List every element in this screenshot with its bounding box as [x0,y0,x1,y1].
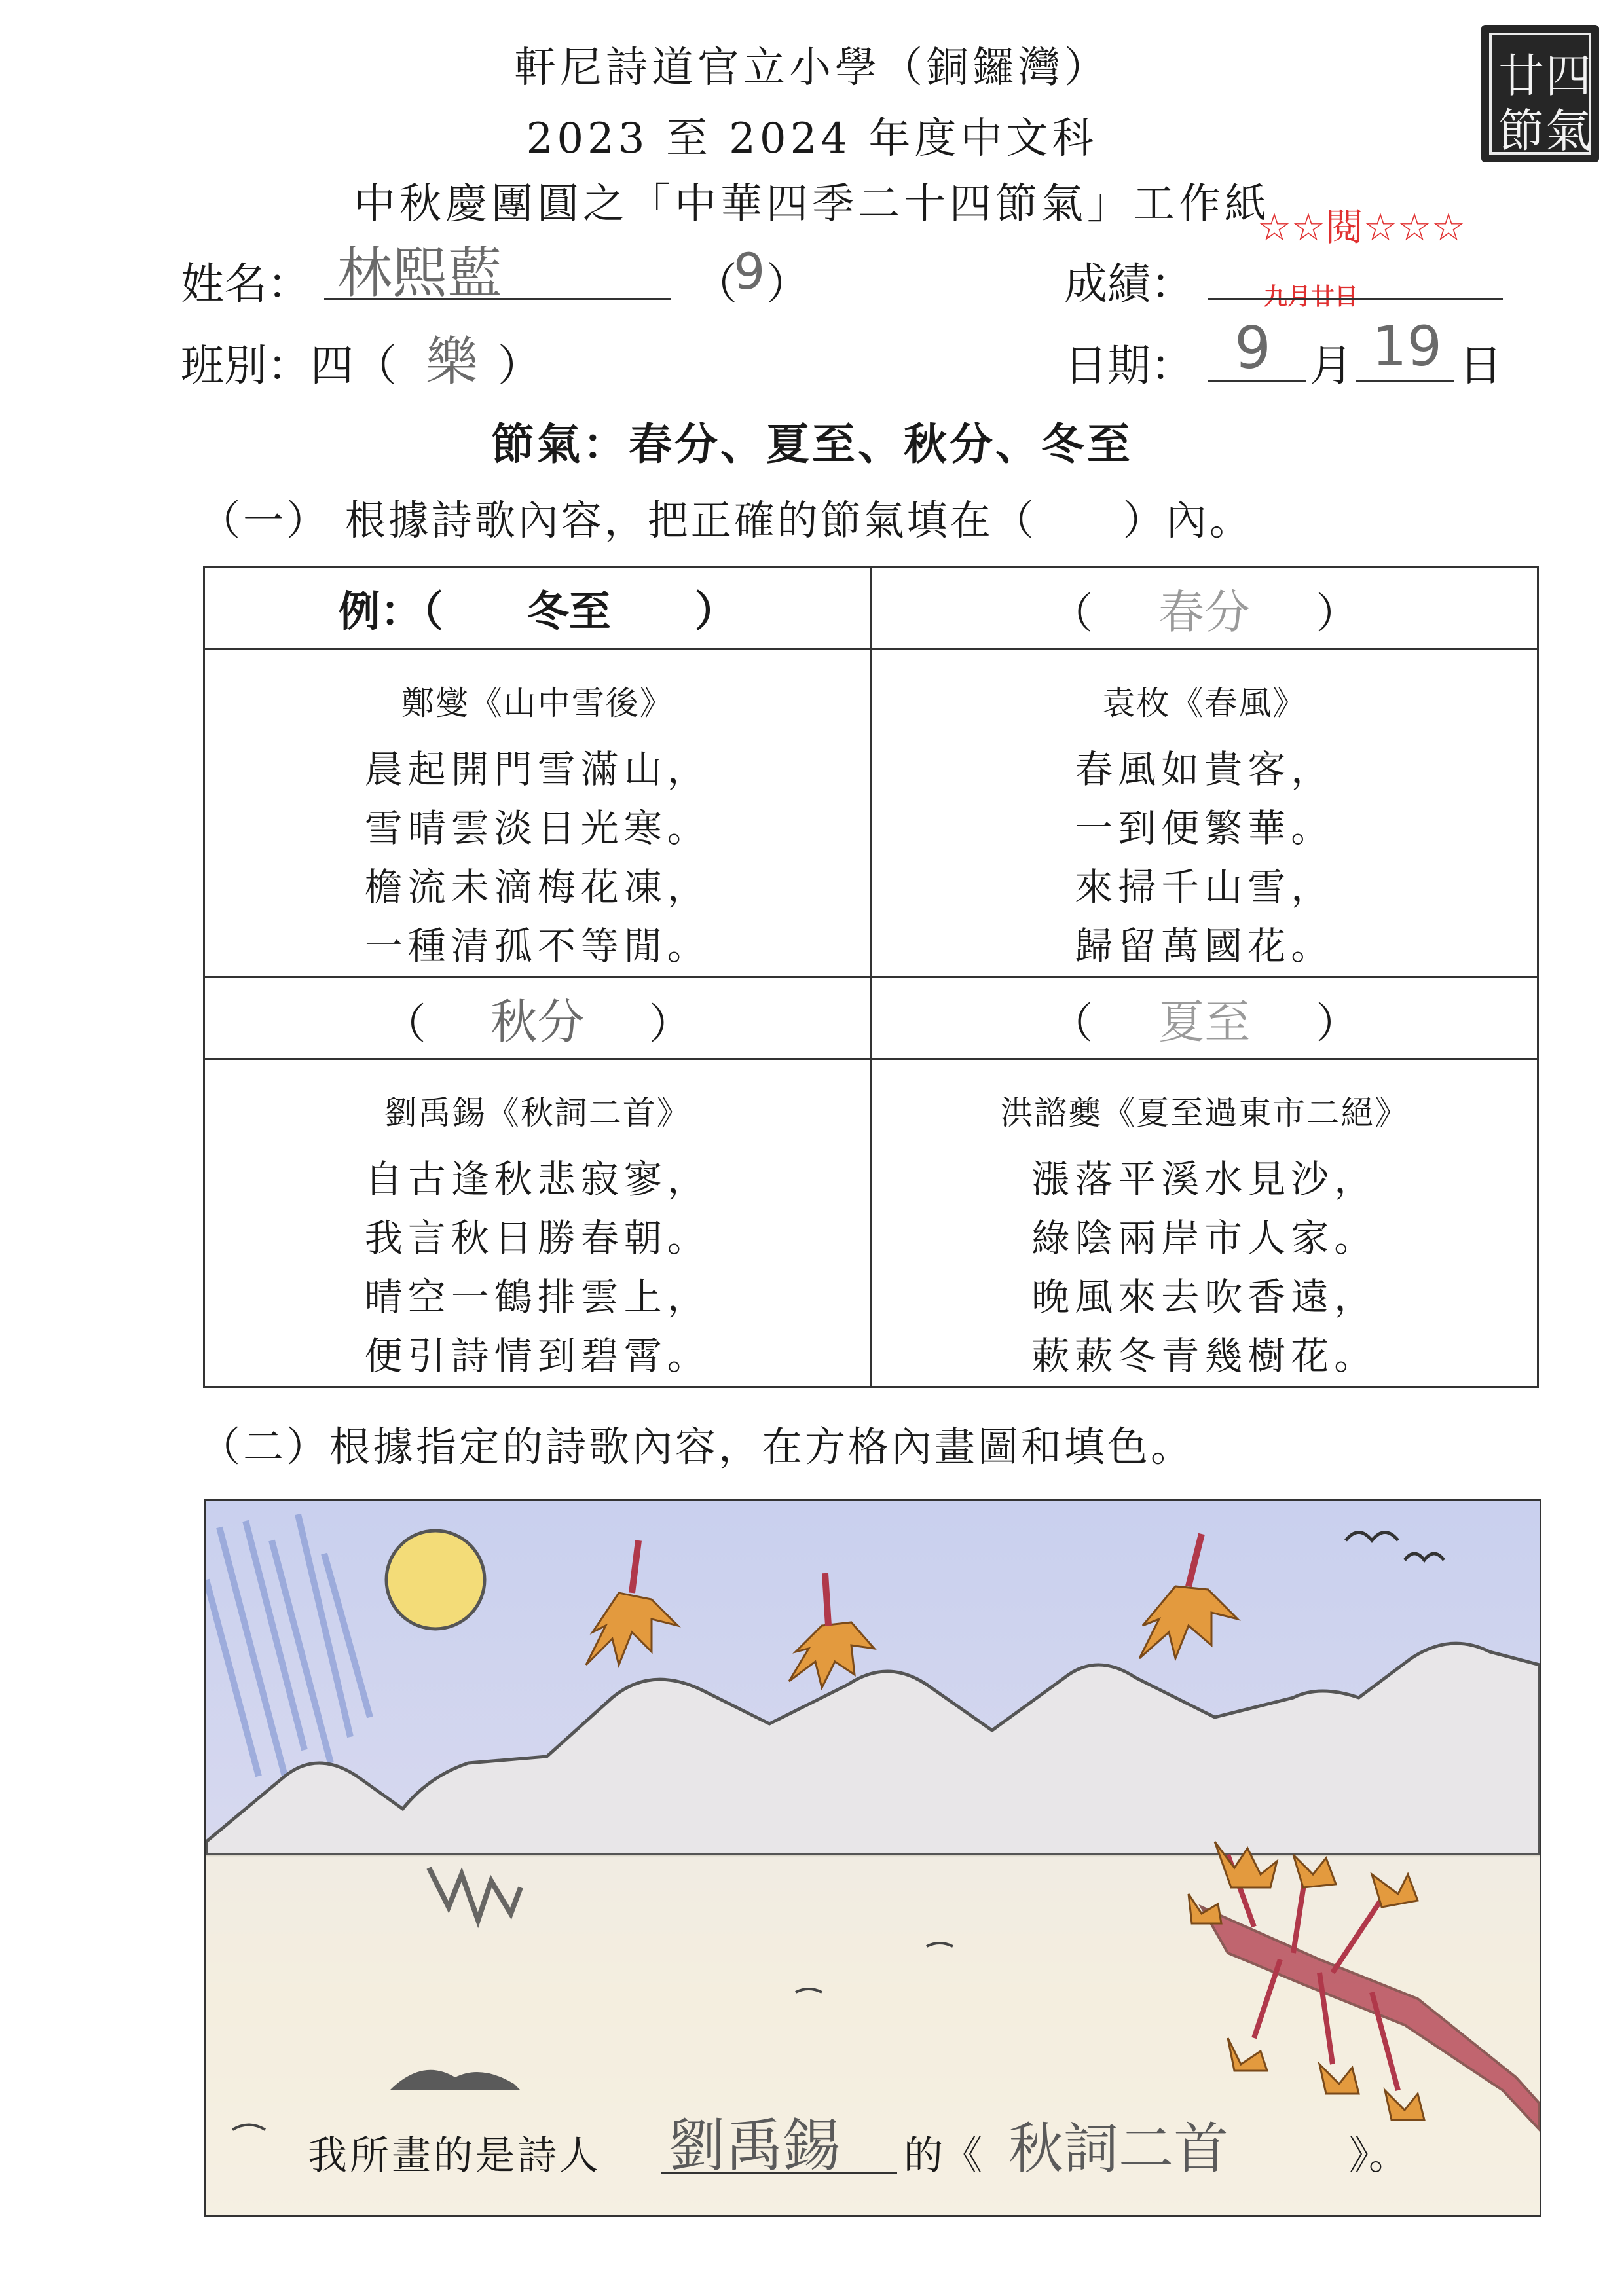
answer-close: ） [649,1000,692,1049]
caption-title: 秋詞二首 [1008,2117,1229,2181]
poem-author-title: 袁枚《春風》 [1102,684,1307,722]
name-label: 姓名： [181,259,310,309]
drawing-caption-prefix: 我所畫的是詩人 [308,2133,601,2179]
poem-line: 歸留萬國花。 [1075,924,1335,968]
poem-table [203,566,1539,1388]
poem-line: 春風如貴客， [1075,747,1335,792]
section2-instruction: （二）根據指定的詩歌內容，在方格內畫圖和填色。 [200,1423,1194,1470]
answer-cell [204,568,872,649]
worksheet-title: 中秋慶團圓之「中華四季二十四節氣」工作紙 [354,180,1270,228]
number-close: ） [766,259,809,309]
date-day: 19 [1372,314,1442,378]
seal-char: 四 [1545,49,1591,103]
poem-cell [204,649,872,977]
date-month: 9 [1234,314,1271,382]
moon [386,1531,485,1629]
answer-open: （ [1050,589,1093,638]
teacher-read-mark: ☆☆閱☆☆☆ [1257,205,1466,249]
answer-value: 夏至 [1158,994,1251,1049]
seal-char: 氣 [1545,104,1591,158]
example-label: 例：（ 冬至 ） [338,587,737,636]
answer-value: 秋分 [490,994,585,1049]
poem-author-title: 洪諮夔《夏至過東市二絕》 [1000,1094,1409,1132]
day-char: 日 [1459,340,1502,391]
poem-line: 晨起開門雪滿山， [364,747,710,792]
poem-line: 我言秋日勝春朝。 [364,1216,710,1260]
grade-underline [1208,298,1503,300]
school-name: 軒尼詩道官立小學（銅鑼灣） [514,44,1110,92]
answer-close: ） [1316,589,1358,638]
grade-label: 成績： [1064,259,1194,309]
poem-line: 一種清孤不等閒。 [364,924,710,968]
poem-author-title: 劉禹錫《秋詞二首》 [384,1094,691,1132]
poem-cell [204,1059,872,1387]
seal-char: 節 [1498,104,1544,158]
answer-close: ） [1316,999,1358,1048]
poem-line: 綠陰兩岸市人家。 [1031,1216,1378,1260]
day-underline [1356,380,1454,382]
poem-line: 晴空一鶴排雲上， [364,1275,710,1319]
poem-line: 檐流未滴梅花凍， [364,865,710,909]
poem-author-title: 鄭燮《山中雪後》 [401,684,674,722]
poem-line: 漲落平溪水見沙， [1031,1157,1378,1201]
month-char: 月 [1310,340,1353,391]
poem-line: 便引詩情到碧霄。 [364,1334,710,1378]
section1-instruction: （一） 根據詩歌內容，把正確的節氣填在（ ）內。 [200,496,1253,544]
answer-cell[interactable] [871,977,1538,1059]
poem-cell [871,649,1538,977]
poem-line: 來掃千山雪， [1075,865,1335,909]
number-open: （ [694,259,737,309]
poem-line: 自古逢秋悲寂寥， [364,1157,710,1201]
poem-line: 雪晴雲淡日光寒。 [364,806,710,850]
poem-line: 一到便繁華。 [1075,806,1335,850]
date-label: 日期： [1064,340,1194,391]
student-drawing [206,1501,1540,2215]
topic-heading: 節氣：春分、夏至、秋分、冬至 [491,418,1133,469]
caption-mid: 的《 [904,2133,982,2179]
name-value: 林熙藍 [337,241,503,305]
poem-cell [871,1059,1538,1387]
answer-cell[interactable] [204,977,872,1059]
drawing-box [204,1499,1541,2217]
class-value: 樂 [426,331,478,392]
answer-open: （ [384,1000,426,1049]
answer-open: （ [1050,999,1093,1048]
school-year: 2023 至 2024 年度中文科 [526,115,1098,163]
teacher-mark-date: 九月廿日 [1264,283,1359,310]
caption-end: 》。 [1349,2133,1408,2179]
class-label: 班別：四（ [181,340,397,391]
caption-poet: 劉禹錫 [668,2112,841,2179]
number-value: 9 [733,242,766,301]
poem-line: 晚風來去吹香遠， [1031,1275,1378,1319]
class-close: ） [498,340,541,391]
answer-value: 春分 [1158,585,1251,639]
seal-char: 廿 [1498,49,1544,103]
answer-cell[interactable] [871,568,1538,649]
poem-line: 蔌蔌冬青幾樹花。 [1031,1334,1378,1378]
